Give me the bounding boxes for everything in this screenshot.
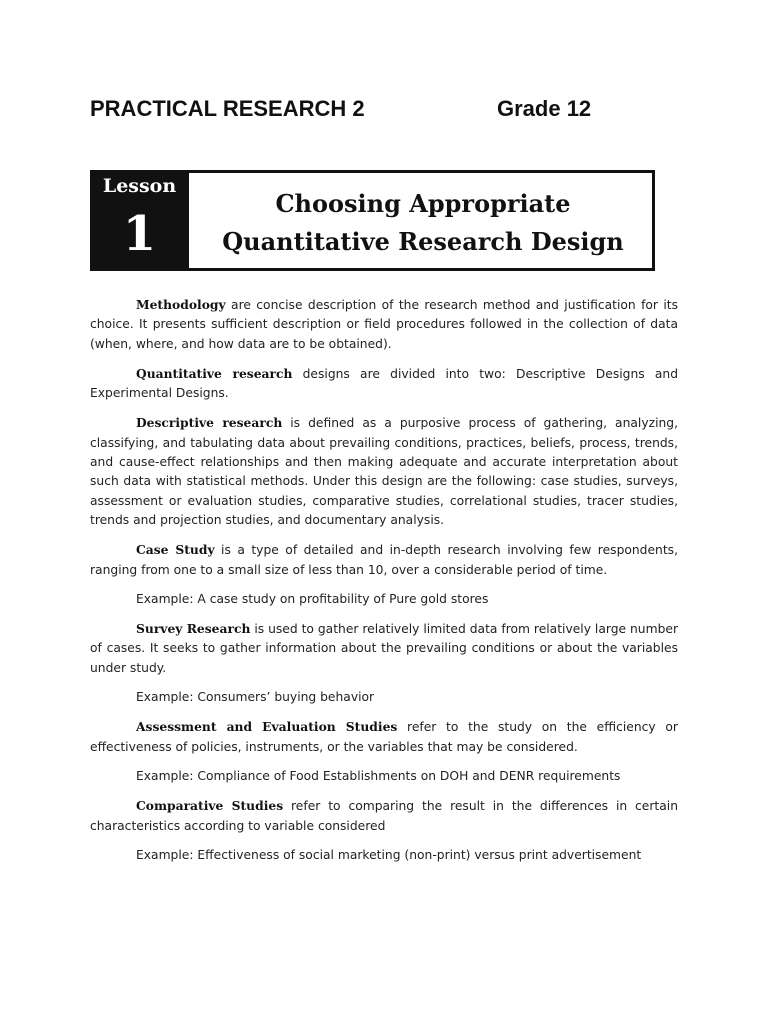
term-quantitative: Quantitative research [136, 365, 293, 381]
lesson-number: 1 [122, 206, 157, 262]
paragraph-case-study [90, 540, 678, 580]
lesson-title [193, 185, 653, 261]
text-assessment: refer to the study on the efficiency or effectiveness of policies, instruments, or the variables that may be considered. [90, 720, 678, 754]
term-methodology: Methodology [136, 297, 226, 312]
example-assessment: Example: Compliance of Food Establishments on DOH and DENR requirements [136, 768, 621, 783]
example-comparative: Example: Effectiveness of social marketing (non-print) versus print advertisement [136, 847, 642, 862]
paragraph-survey [90, 619, 678, 678]
paragraph-quantitative [90, 364, 678, 404]
example-survey: Example: Consumers’ buying behavior [136, 690, 375, 705]
lesson-label: Lesson [102, 175, 177, 197]
term-comparative: Comparative Studies [136, 798, 284, 814]
text-descriptive: is defined as a purposive process of gathering, analyzing, classifying, and tabulating data about prevailing conditions, practices, beliefs, process, trends, and cause-effect relationships and then making adequate and accurate interpretation about such data with statistical methods. Under this design are the following: case studies, surveys, assessment or evaluation studies, comparative studies, correlational studies, tracer studies, trends and projection studies, and documentary analysis. [90, 416, 678, 527]
paragraph-comparative [90, 796, 678, 836]
text-comparative: refer to comparing the result in the differences in certain characteristics according to variable considered [90, 799, 678, 833]
text-survey: is used to gather relatively limited data from relatively large number of cases. It seeks to gather information about the prevailing conditions or about the variables under study. [90, 622, 679, 675]
text-methodology: are concise description of the research method and justification for its choice. It presents sufficient description or field procedures followed in the collection of data (when, where, and how data are to be obtained). [90, 298, 678, 351]
paragraph-descriptive [90, 413, 678, 530]
paragraph-methodology [90, 295, 678, 354]
text-quantitative: designs are divided into two: Descriptive Designs and Experimental Designs. [90, 366, 679, 401]
term-descriptive: Descriptive research [136, 415, 283, 431]
page-header [90, 96, 690, 128]
grade-level: Grade 12 [497, 96, 592, 121]
subject-title: PRACTICAL RESEARCH 2 [90, 96, 365, 121]
lesson-banner [90, 170, 655, 271]
term-case-study: Case Study [136, 542, 215, 558]
lesson-content [90, 295, 678, 875]
term-assessment: Assessment and Evaluation Studies [136, 719, 398, 735]
term-survey: Survey Research [136, 621, 251, 637]
text-case-study: is a type of detailed and in-depth research involving few respondents, ranging from one to a small size of less than 10, over a considerable period of time. [90, 543, 678, 577]
lesson-tab [90, 170, 189, 271]
lesson-title-line2: Quantitative Research Design [222, 227, 624, 256]
lesson-title-line1: Choosing Appropriate [275, 189, 571, 218]
example-case-study: Example: A case study on profitability of Pure gold stores [136, 591, 489, 606]
paragraph-assessment [90, 717, 678, 757]
